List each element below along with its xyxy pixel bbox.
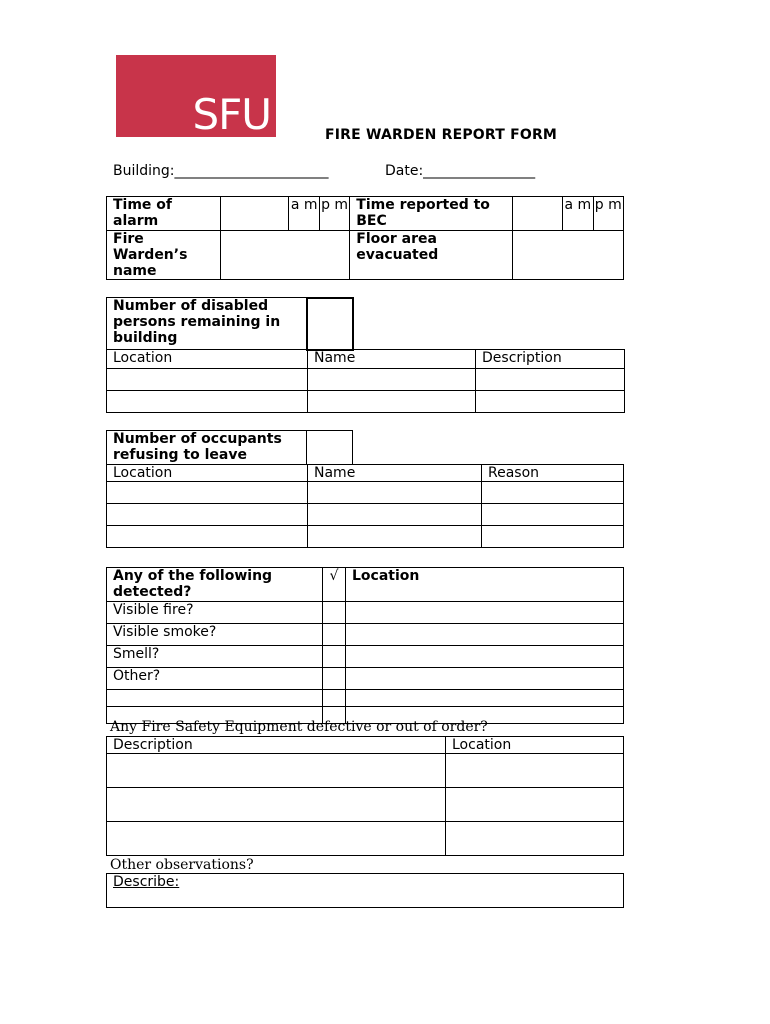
table-cell[interactable]	[107, 482, 308, 504]
detected-item: Smell?	[107, 646, 323, 668]
floor-area-label: Floor area evacuated	[350, 231, 513, 280]
time-of-alarm-input[interactable]	[221, 197, 289, 231]
table-cell[interactable]	[446, 822, 624, 856]
detected-item: Visible fire?	[107, 602, 323, 624]
disabled-heading-table	[106, 297, 307, 350]
table-cell[interactable]	[482, 526, 624, 548]
time-reported-label: Time reported to BEC	[350, 197, 513, 231]
alarm-pm[interactable]: p m	[319, 197, 349, 231]
refusing-table	[106, 464, 624, 548]
equipment-col-description: Description	[107, 737, 446, 754]
table-cell[interactable]	[476, 369, 625, 391]
table-cell[interactable]	[107, 369, 308, 391]
table-cell[interactable]	[107, 391, 308, 413]
detected-checkbox[interactable]	[323, 646, 346, 668]
detected-location-input[interactable]	[346, 690, 624, 707]
detected-checkbox[interactable]	[323, 690, 346, 707]
refusing-heading: Number of occupants refusing to leave	[107, 431, 307, 465]
table-cell[interactable]	[107, 822, 446, 856]
equipment-table	[106, 736, 624, 856]
refusing-col-name: Name	[308, 465, 482, 482]
building-field[interactable]: Building:______________________	[113, 163, 329, 179]
refusing-col-location: Location	[107, 465, 308, 482]
disabled-col-location: Location	[107, 350, 308, 369]
table-cell[interactable]	[107, 754, 446, 788]
reported-pm[interactable]: p m	[593, 197, 623, 231]
table-cell[interactable]	[107, 526, 308, 548]
refusing-count-input[interactable]	[307, 431, 353, 465]
table-cell[interactable]	[107, 788, 446, 822]
time-reported-input[interactable]	[512, 197, 562, 231]
refusing-heading-table	[106, 430, 353, 465]
observations-input[interactable]	[107, 874, 624, 908]
detected-checkbox[interactable]	[323, 624, 346, 646]
sfu-logo	[116, 55, 276, 137]
disabled-col-description: Description	[476, 350, 625, 369]
table-cell[interactable]	[107, 690, 323, 707]
table-cell[interactable]	[476, 391, 625, 413]
table-cell[interactable]	[308, 526, 482, 548]
logo-text: SFU	[192, 90, 271, 139]
observations-question: Other observations?	[110, 857, 254, 873]
alarm-am[interactable]: a m	[289, 197, 319, 231]
disabled-heading: Number of disabled persons remaining in building	[107, 298, 307, 350]
form-title: FIRE WARDEN REPORT FORM	[325, 127, 558, 143]
detected-table	[106, 567, 624, 724]
date-field[interactable]: Date:________________	[385, 163, 536, 179]
reported-am[interactable]: a m	[563, 197, 593, 231]
observations-table	[106, 873, 624, 908]
detected-location-input[interactable]	[346, 624, 624, 646]
detected-check-header: √	[323, 568, 346, 602]
table-cell[interactable]	[446, 754, 624, 788]
time-of-alarm-label: Time of alarm	[107, 197, 221, 231]
detected-location-input[interactable]	[346, 668, 624, 690]
table-cell[interactable]	[482, 504, 624, 526]
refusing-col-reason: Reason	[482, 465, 624, 482]
detected-checkbox[interactable]	[323, 668, 346, 690]
disabled-table	[106, 349, 625, 413]
table-cell[interactable]	[482, 482, 624, 504]
detected-heading: Any of the following detected?	[107, 568, 323, 602]
equipment-question: Any Fire Safety Equipment defective or out of order?	[110, 719, 488, 735]
table-cell[interactable]	[308, 369, 476, 391]
describe-label: Describe:	[113, 874, 180, 890]
fire-warden-name-input[interactable]	[221, 231, 350, 280]
table-cell[interactable]	[308, 482, 482, 504]
detected-item: Other?	[107, 668, 323, 690]
disabled-col-name: Name	[308, 350, 476, 369]
detected-location-input[interactable]	[346, 602, 624, 624]
table-cell[interactable]	[308, 391, 476, 413]
table-cell[interactable]	[107, 504, 308, 526]
equipment-col-location: Location	[446, 737, 624, 754]
floor-area-input[interactable]	[512, 231, 623, 280]
detected-checkbox[interactable]	[323, 602, 346, 624]
time-table	[106, 196, 624, 280]
table-cell[interactable]	[446, 788, 624, 822]
detected-location-input[interactable]	[346, 646, 624, 668]
disabled-count-input[interactable]	[306, 297, 354, 351]
fire-warden-name-label: Fire Warden’s name	[107, 231, 221, 280]
detected-item: Visible smoke?	[107, 624, 323, 646]
table-cell[interactable]	[308, 504, 482, 526]
detected-location-header: Location	[346, 568, 624, 602]
